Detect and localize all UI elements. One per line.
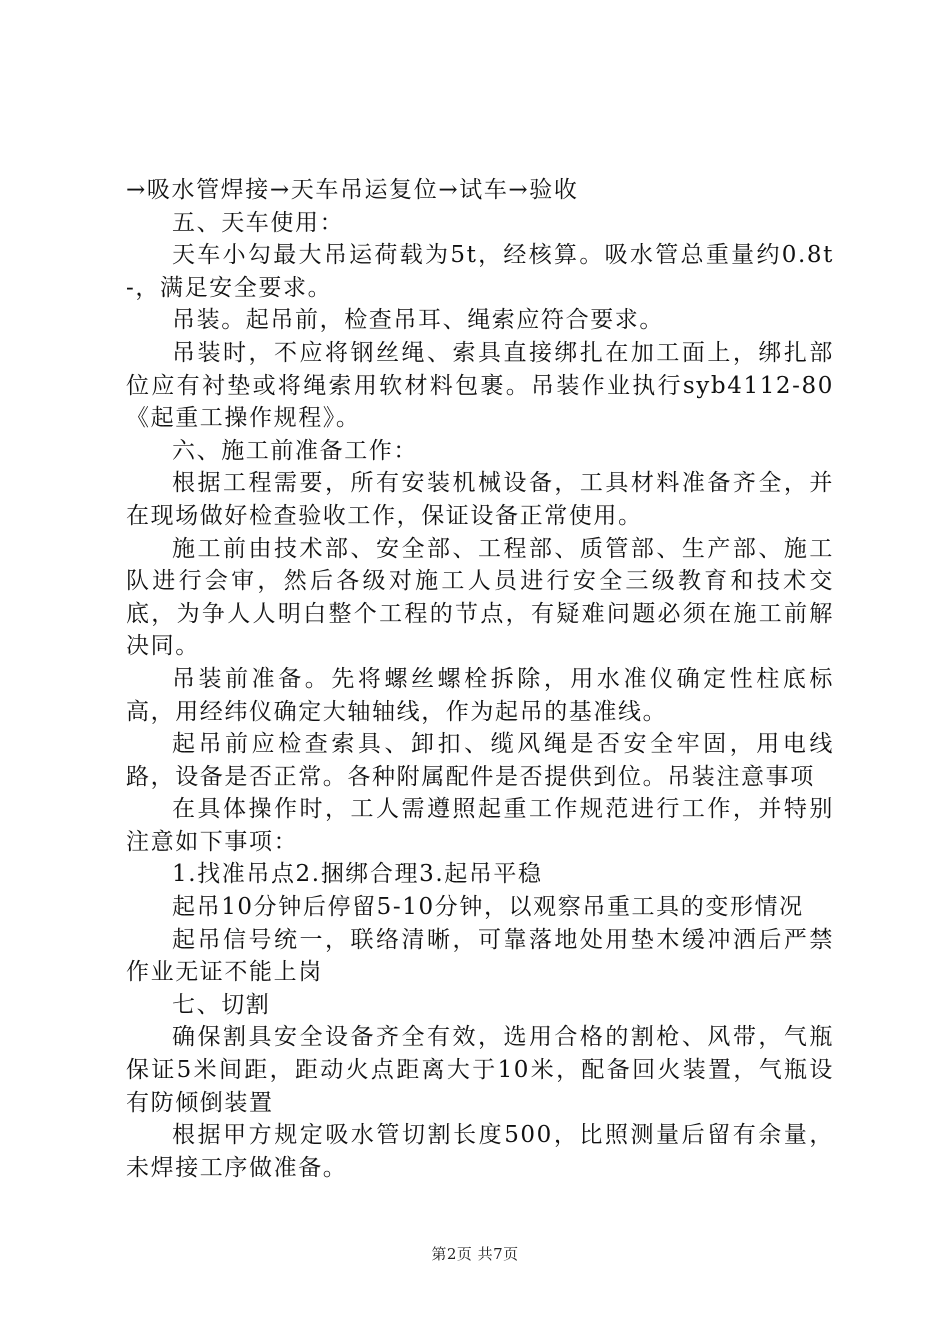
paragraph: →吸水管焊接→天车吊运复位→试车→验收 [126, 177, 579, 203]
paragraph: 吊装前准备。先将螺丝螺栓拆除，用水准仪确定性柱底标高，用经纬仪确定大轴轴线，作为起吊的基准线。 [126, 665, 834, 725]
document-body [126, 174, 834, 1184]
section-heading: 七、切割 [172, 991, 271, 1018]
paragraph: 确保割具安全设备齐全有效，选用合格的割枪、风带，气瓶保证5米间距，距动火点距离大于10米，配备回火装置，气瓶设有防倾倒装置 [126, 1024, 834, 1116]
paragraph: 天车小勾最大吊运荷载为5t，经核算。吸水管总重量约0.8t-，满足安全要求。 [126, 242, 834, 301]
page-footer: 第2页 共7页 [431, 1245, 519, 1263]
paragraph: 根据工程需要，所有安装机械设备，工具材料准备齐全，并在现场做好检查验收工作，保证设备正常使用。 [126, 470, 834, 529]
paragraph: 吊装。起吊前，检查吊耳、绳索应符合要求。 [172, 307, 664, 334]
paragraph: 施工前由技术部、安全部、工程部、质管部、生产部、施工队进行会审，然后各级对施工人员进行安全三级教育和技术交底，为争人人明白整个工程的节点，有疑难问题必须在施工前解决同。 [126, 535, 834, 660]
paragraph: 吊装时，不应将钢丝绳、索具直接绑扎在加工面上，绑扎部位应有衬垫或将绳索用软材料包裹。吊装作业执行syb4112-80《起重工操作规程》。 [126, 339, 834, 432]
paragraph: 起吊10分钟后停留5-10分钟，以观察吊重工具的变形情况 [172, 894, 804, 921]
paragraph: 根据甲方规定吸水管切割长度500，比照测量后留有余量，未焊接工序做准备。 [126, 1122, 834, 1181]
paragraph: 起吊信号统一，联络清晰，可靠落地处用垫木缓冲洒后严禁作业无证不能上岗 [126, 926, 834, 986]
section-heading: 六、施工前准备工作： [172, 437, 418, 464]
paragraph: 起吊前应检查索具、卸扣、缆风绳是否安全牢固，用电线路，设备是否正常。各种附属配件是否提供到位。吊装注意事项 [126, 731, 834, 790]
paragraph: 在具体操作时，工人需遵照起重工作规范进行工作，并特别注意如下事项： [126, 796, 834, 855]
section-heading: 五、天车使用： [172, 209, 345, 236]
numbered-list-line: 1.找准吊点2.捆绑合理3.起吊平稳 [172, 861, 543, 888]
